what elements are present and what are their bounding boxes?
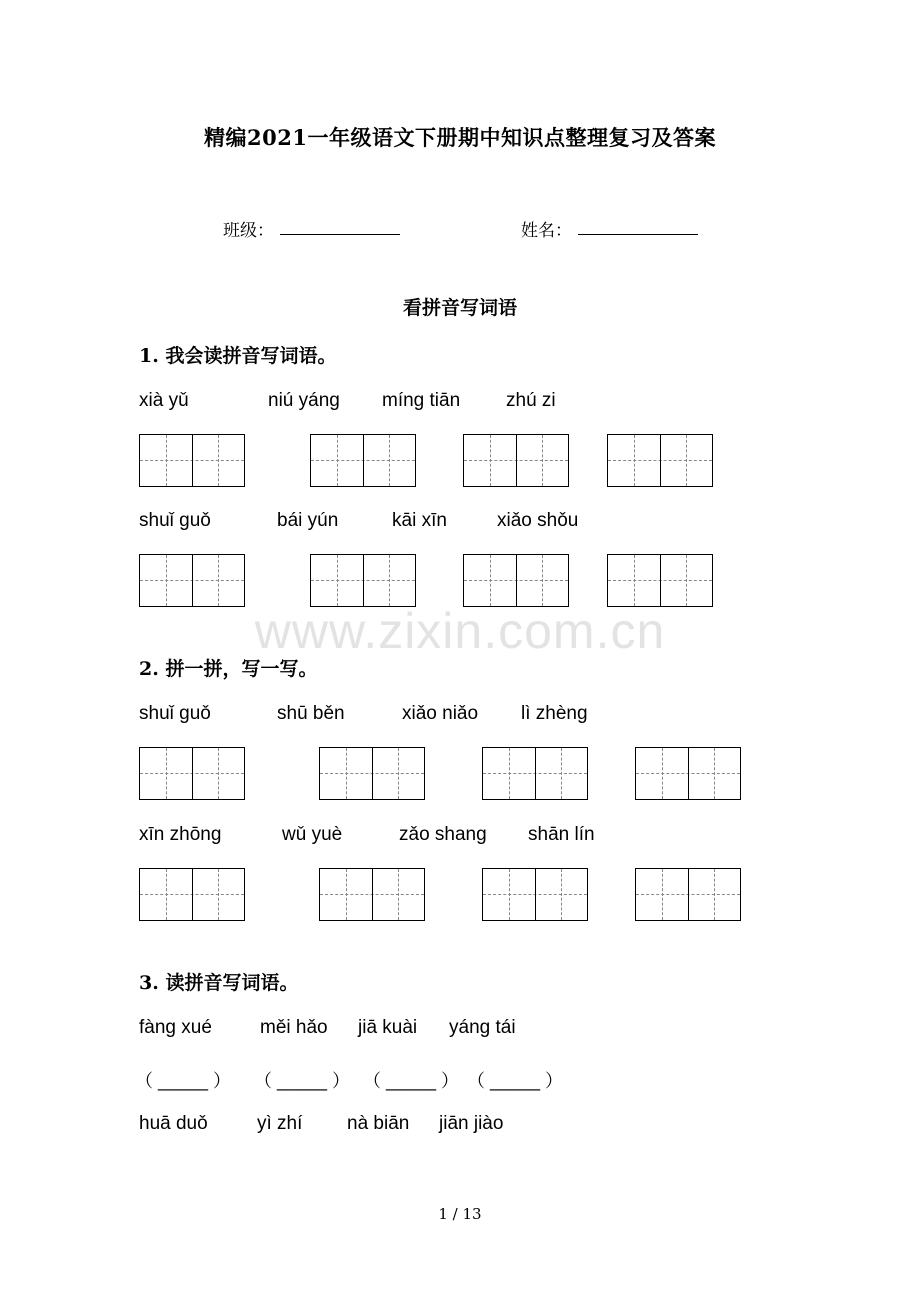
pinyin-word: měi hǎo xyxy=(260,1017,328,1038)
pinyin-word: fàng xué xyxy=(139,1017,212,1038)
pinyin-word: xiǎo shǒu xyxy=(497,510,579,531)
writing-grid[interactable] xyxy=(463,554,569,607)
writing-grid[interactable] xyxy=(635,747,741,800)
pinyin-word: shān lín xyxy=(528,824,595,845)
pinyin-word: shuǐ guǒ xyxy=(139,703,211,724)
writing-grid[interactable] xyxy=(310,554,416,607)
writing-grid[interactable] xyxy=(139,434,245,487)
pinyin-word: huā duǒ xyxy=(139,1113,208,1134)
writing-grid[interactable] xyxy=(482,747,588,800)
writing-grid[interactable] xyxy=(139,554,245,607)
name-blank-line xyxy=(578,234,698,235)
name-label: 姓名： xyxy=(521,221,572,241)
answer-blank[interactable]: （ _____ ） xyxy=(363,1071,460,1091)
pinyin-word: jiān jiào xyxy=(439,1113,504,1134)
section-title: 看拼音写词语 xyxy=(402,297,517,319)
class-label: 班级： xyxy=(223,221,274,241)
pinyin-word: xià yǔ xyxy=(139,390,189,411)
writing-grid[interactable] xyxy=(635,868,741,921)
question-1-heading: 1. 我会读拼音写词语。 xyxy=(139,345,337,367)
pinyin-word: niú yáng xyxy=(268,390,340,411)
answer-blank[interactable]: （ _____ ） xyxy=(254,1071,351,1091)
writing-grid[interactable] xyxy=(139,747,245,800)
pinyin-word: xīn zhōng xyxy=(139,824,222,845)
pinyin-word: xiǎo niǎo xyxy=(402,703,479,724)
writing-grid[interactable] xyxy=(319,747,425,800)
answer-blank[interactable]: （ _____ ） xyxy=(135,1071,232,1091)
writing-grid[interactable] xyxy=(607,434,713,487)
pinyin-word: lì zhèng xyxy=(521,703,588,724)
pinyin-word: bái yún xyxy=(277,510,339,531)
writing-grid[interactable] xyxy=(310,434,416,487)
pinyin-word: jiā kuài xyxy=(358,1017,418,1038)
pinyin-word: yì zhí xyxy=(257,1113,303,1134)
pinyin-word: zhú zi xyxy=(506,390,556,411)
pinyin-word: shuǐ guǒ xyxy=(139,510,211,531)
watermark: www.zixin.com.cn xyxy=(254,603,666,659)
pinyin-word: yáng tái xyxy=(449,1017,516,1038)
writing-grid[interactable] xyxy=(482,868,588,921)
writing-grid[interactable] xyxy=(139,868,245,921)
pinyin-word: wǔ yuè xyxy=(282,824,343,845)
pinyin-word: kāi xīn xyxy=(392,510,447,531)
question-2-heading: 2. 拼一拼，写一写。 xyxy=(139,658,318,680)
question-3-heading: 3. 读拼音写词语。 xyxy=(139,972,299,994)
pinyin-word: shū běn xyxy=(277,703,345,724)
writing-grid[interactable] xyxy=(463,434,569,487)
page-number: 1 / 13 xyxy=(438,1205,482,1223)
writing-grid[interactable] xyxy=(319,868,425,921)
page-title: 精编2021一年级语文下册期中知识点整理复习及答案 xyxy=(204,125,716,150)
writing-grid[interactable] xyxy=(607,554,713,607)
pinyin-word: míng tiān xyxy=(382,390,461,411)
pinyin-word: nà biān xyxy=(347,1113,410,1134)
answer-blank[interactable]: （ _____ ） xyxy=(467,1071,564,1091)
class-blank-line xyxy=(280,234,400,235)
pinyin-word: zǎo shang xyxy=(399,824,487,845)
